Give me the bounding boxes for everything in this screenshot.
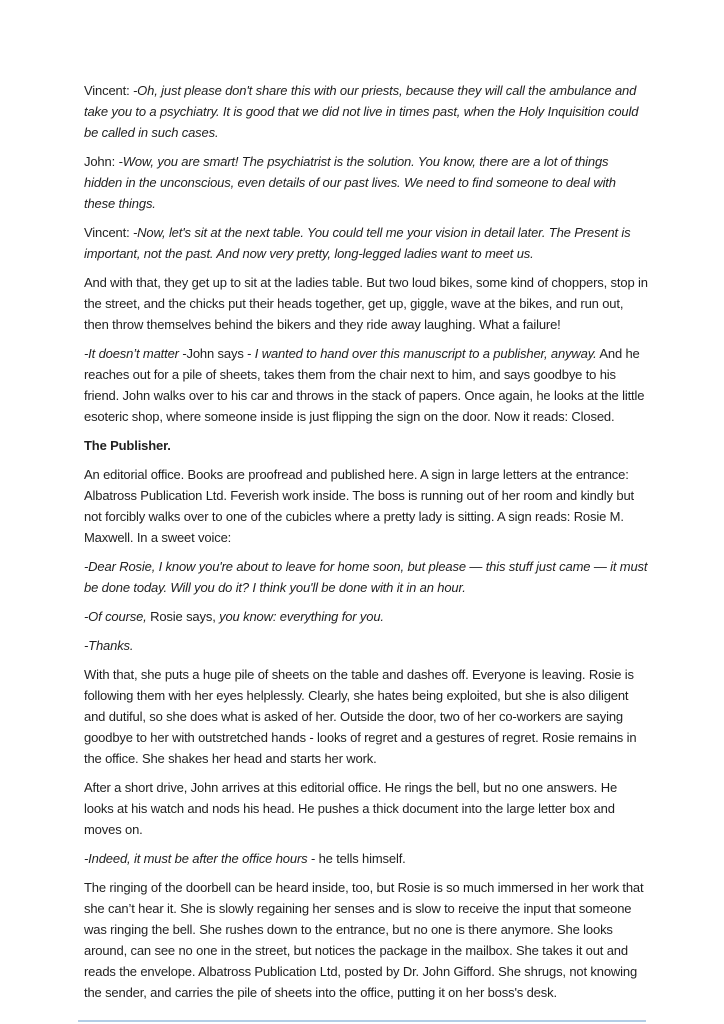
section-heading bbox=[84, 435, 649, 456]
text-segment: -Oh, just please don't share this with our priests, because they will call the ambulance and take you to a psychiatry. It is good that we did not live in times past, when the Holy Inquisition could be called in such cases. bbox=[84, 83, 639, 140]
text-segment: Vincent: bbox=[84, 225, 133, 240]
paragraph bbox=[84, 80, 649, 143]
text-segment: -Now, let's sit at the next table. You could tell me your vision in detail later. The Present is important, not the past. And now very pretty, long-legged ladies want to meet us. bbox=[84, 225, 631, 261]
paragraph bbox=[84, 635, 649, 656]
paragraph bbox=[84, 606, 649, 627]
text-segment: And with that, they get up to sit at the ladies table. But two loud bikes, some kind of choppers, stop in the street, and the chicks put their heads together, get up, giggle, wave at the bikes, and run out, then throw themselves behind the bikers and they ride away laughing. What a failure! bbox=[84, 275, 648, 332]
paragraph bbox=[84, 151, 649, 214]
document-body bbox=[84, 80, 649, 1011]
paragraph bbox=[84, 556, 649, 598]
text-segment: you know: everything for you. bbox=[219, 609, 384, 624]
text-segment: With that, she puts a huge pile of sheets on the table and dashes off. Everyone is leaving. Rosie is following them with her eyes helplessly. Clearly, she hates being exploited, but she is also diligent and dutiful, so she does what is asked of her. Outside the door, two of her co-workers are saying goodbye to her with outstretched hands - looks of regret and a gestures of regret. Rosie remains in the office. She shakes her head and starts her work. bbox=[84, 667, 637, 766]
text-segment: The Publisher. bbox=[84, 438, 171, 453]
paragraph bbox=[84, 464, 649, 548]
paragraph bbox=[84, 877, 649, 1003]
text-segment: The ringing of the doorbell can be heard inside, too, but Rosie is so much immersed in her work that she can’t hear it. She is slowly regaining her senses and is slow to receive the input that someone was ringing the bell. She rushes down to the entrance, but no one is there anymore. She looks around, can see no one in the street, but notices the package in the mailbox. She takes it out and reads the envelope. Albatross Publication Ltd, posted by Dr. John Gifford. She shrugs, not knowing the sender, and carries the pile of sheets into the office, putting it on her boss's desk. bbox=[84, 880, 644, 1000]
text-segment: -Dear Rosie, I know you're about to leave for home soon, but please — this stuff just came — it must be done today. Will you do it? I think you'll be done with it in an hour. bbox=[84, 559, 648, 595]
text-segment: -Of course, bbox=[84, 609, 147, 624]
paragraph bbox=[84, 272, 649, 335]
paragraph bbox=[84, 848, 649, 869]
text-segment: -John says - bbox=[182, 346, 255, 361]
text-segment: Rosie says, bbox=[146, 609, 220, 624]
next-page-edge bbox=[78, 1020, 646, 1022]
text-segment: An editorial office. Books are proofread and published here. A sign in large letters at the entrance: Albatross Publication Ltd. Feverish work inside. The boss is running out of her room and kindly but not forcibly walks over to one of the cubicles where a pretty lady is sitting. A sign reads: Rosie M. Maxwell. In a sweet voice: bbox=[84, 467, 634, 545]
text-segment: And he reaches out for a pile of sheets, takes them from the chair next to him, and says goodbye to his friend. John walks over to his car and throws in the stack of papers. Once again, he looks at the little esoteric shop, where someone inside is just flipping the sign on the door. Now it reads: Closed. bbox=[84, 346, 645, 424]
text-segment: -Thanks. bbox=[84, 638, 134, 653]
paragraph bbox=[84, 664, 649, 769]
text-segment: -Wow, you are smart! The psychiatrist is the solution. You know, there are a lot of things hidden in the unconscious, even details of our past lives. We need to find someone to deal with these things. bbox=[84, 154, 616, 211]
text-segment: John: bbox=[84, 154, 119, 169]
text-segment: - he tells himself. bbox=[307, 851, 406, 866]
text-segment: Vincent: bbox=[84, 83, 133, 98]
text-segment: I wanted to hand over this manuscript to a publisher, anyway. bbox=[254, 346, 597, 361]
paragraph bbox=[84, 343, 649, 427]
paragraph bbox=[84, 222, 649, 264]
text-segment: -It doesn’t matter bbox=[84, 346, 183, 361]
text-segment: -Indeed, it must be after the office hours bbox=[84, 851, 308, 866]
text-segment: After a short drive, John arrives at this editorial office. He rings the bell, but no one answers. He looks at his watch and nods his head. He pushes a thick document into the large letter box and moves on. bbox=[84, 780, 618, 837]
paragraph bbox=[84, 777, 649, 840]
